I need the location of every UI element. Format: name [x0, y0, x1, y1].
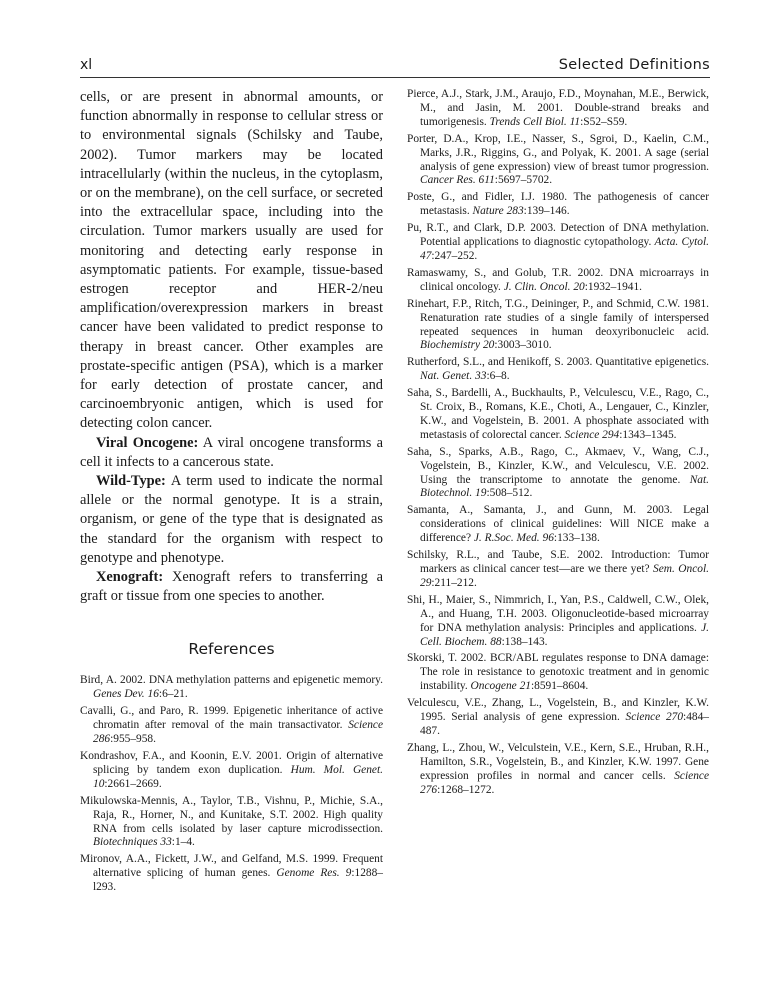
reference-pages: :133–138. [553, 532, 600, 545]
reference-pages: :S52–S59. [580, 115, 628, 128]
reference-text: Cavalli, G., and Paro, R. 1999. Epigenetic inheritance of active chromatin after removal of the main transactivator. [80, 705, 383, 732]
reference-text: Shi, H., Maier, S., Nimmrich, I., Yan, P.S., Caldwell, C.W., Olek, A., and Huang, T.H. 2003. Oligonucleotide-based microarray for DNA methylation analysis: Principles and applications. [407, 593, 709, 634]
reference-volume: 19 [472, 487, 487, 500]
continuation-paragraph: cells, or are present in abnormal amounts, or function abnormally in response to cellular stress or to environmental signals (Schilsky and Taube, 2002). Tumor markers may be located intracellularly (within the nucleus, in the cytoplasm, or on the membrane), on the cell surface, or secreted into the extracellular space, including into the circulation. Tumor markers usually are used for monitoring and detecting early response in asymptomatic patients. For example, tissue-based estrogen receptor and HER-2/neu amplification/overexpression markers in breast cancer have been validated to predict response to therapy in breast cancer. Other examples are prostate-specific antigen (PSA), which is a marker for early detection of prostate cancer, and carcinoembryonic antigen, which is used for detecting colon cancer. [80, 89, 383, 432]
reference-text: Rutherford, S.L., and Henikoff, S. 2003. Quantitative epigenetics. [407, 356, 709, 369]
reference-volume: 611 [475, 174, 495, 187]
reference-journal: Science [674, 769, 709, 782]
reference-pages: :1343–1345. [619, 428, 677, 441]
reference-journal: Science [348, 719, 383, 732]
reference-pages: :211–212. [431, 576, 477, 589]
reference-pages: :484–487. [420, 711, 709, 737]
reference-volume: 47 [420, 249, 432, 262]
reference-volume: 29 [420, 576, 432, 589]
reference-text: Mikulowska-Mennis, A., Taylor, T.B., Vishnu, P., Michie, S.A., Raja, R., Horner, N., and Kunitake, S.T. 2002. High quality RNA from cells isolated by laser capture microdissection. [80, 794, 383, 835]
definition-viral-oncogene [80, 434, 383, 472]
reference-journal: Biochemistry [420, 339, 481, 352]
reference-journal: Biotechniques [93, 836, 158, 849]
reference-pages: :508–512. [486, 487, 533, 500]
reference-pages: :139–146. [523, 205, 570, 218]
reference-text: Velculescu, V.E., Zhang, L., Vogelstein, B., and Kinzler, K.W. 1995. Serial analysis of gene expression. [407, 697, 709, 724]
reference-text: Mironov, A.A., Fickett, J.W., and Gelfand, M.S. 1999. Frequent alternative splicing of human genes. [80, 853, 383, 880]
reference-volume: 283 [503, 205, 524, 218]
reference-text: Pu, R.T., and Clark, D.P. 2003. Detection of DNA methylation. Potential applications to diagnostic cytopathology. [407, 222, 709, 249]
right-column [407, 88, 709, 801]
reference-journal: Genes Dev. [93, 688, 145, 701]
definition-wild-type [80, 472, 383, 568]
reference-volume: 9 [339, 867, 352, 880]
reference-entry [80, 795, 383, 851]
reference-volume: 270 [660, 711, 684, 724]
reference-entry [407, 88, 709, 130]
reference-journal: Cancer Res. [420, 174, 476, 187]
reference-entry [407, 446, 709, 502]
references-heading: References [188, 640, 275, 659]
definition-text: Xenograft refers to transferring a graft or tissue from one species to another. [80, 569, 383, 605]
definition-text: A term used to indicate the normal allele or the normal genotype. It is a strain, organism, or gene of the type that is designated as the standard for the organism with respect to genotype and phenotype. [80, 473, 383, 566]
reference-text: Kondrashov, F.A., and Koonin, E.V. 2001. Origin of alternative splicing by tandem exon duplication. [80, 750, 383, 776]
reference-text: Skorski, T. 2002. BCR/ABL regulates response to DNA damage: The role in resistance to genotoxic treatment and in genomic instability. [407, 652, 709, 693]
reference-journal: Oncogene [470, 680, 517, 693]
reference-text: Pierce, A.J., Stark, J.M., Araujo, F.D., Moynahan, M.E., Berwick, M., and Jasin, M. 2001. Double-strand breaks and tumorigenesis. [407, 88, 709, 128]
reference-volume: 10 [93, 777, 105, 790]
reference-entry [407, 742, 709, 798]
reference-volume: 21 [516, 680, 531, 693]
reference-text: Ramaswamy, S., and Golub, T.R. 2002. DNA microarrays in clinical oncology. [407, 266, 709, 293]
reference-journal: Genome Res. [276, 867, 340, 880]
reference-list-right [407, 88, 709, 798]
reference-volume: 33 [157, 836, 172, 849]
reference-entry [407, 267, 709, 295]
reference-entry [80, 674, 383, 702]
reference-entry [407, 594, 709, 650]
reference-journal: J. Clin. Oncol. [503, 280, 571, 293]
reference-journal: Science [625, 711, 661, 724]
reference-journal: Hum. Mol. Genet. [290, 763, 383, 776]
reference-pages: :1288–l293. [93, 867, 383, 894]
reference-volume: 286 [93, 733, 111, 746]
reference-volume: 33 [472, 370, 487, 383]
reference-pages: :2661–2669. [104, 777, 162, 790]
reference-text: Rinehart, F.P., Ritch, T.G., Deininger, P., and Schmid, C.W. 1981. Renaturation rate studies of a single family of interspersed repeated sequences in human deoxyribonucleic acid. [407, 297, 709, 338]
reference-text: Porter, D.A., Krop, I.E., Nasser, S., Sgroi, D., Kaelin, C.M., Marks, J.R., Riggins, G., and Polyak, K. 2001. A sage (serial analysis of gene expression) view of breast tumor progression. [407, 132, 709, 173]
reference-journal: Acta. Cytol. [654, 236, 709, 249]
reference-list-left [80, 674, 383, 895]
definition-term: Xenograft: [96, 569, 164, 586]
reference-entry [407, 191, 709, 219]
reference-entry [407, 133, 709, 189]
reference-entry [407, 504, 709, 546]
reference-entry [407, 222, 709, 264]
reference-entry [407, 356, 709, 384]
reference-pages: :1268–1272. [437, 783, 495, 796]
reference-entry [407, 697, 709, 739]
reference-journal: J. R.Soc. Med. [473, 532, 540, 545]
reference-pages: :247–252. [431, 249, 478, 262]
reference-text: Saha, S., Sparks, A.B., Rago, C., Akmaev, V., Wang, C.J., Vogelstein, B., Kinzler, K.W., and Velculescu, V.E. 2002. Using the transcriptome to annotate the genome. [407, 445, 709, 486]
reference-text: Bird, A. 2002. DNA methylation patterns and epigenetic memory. [80, 674, 383, 687]
reference-text: Saha, S., Bardelli, A., Buckhaults, P., Velculescu, V.E., Rago, C., St. Croix, B., Romans, K.E., Choti, A., Lengauer, C., Kinzler, K.W., and Vogelstein, B. 2001. A phosphate associated with metastasis of colorectal cancer. [407, 387, 709, 441]
definition-term: Wild-Type: [96, 473, 166, 490]
reference-pages: :6–8. [486, 370, 510, 383]
section-title: Selected Definitions [558, 57, 710, 73]
reference-volume: 294 [599, 428, 620, 441]
reference-journal: J. Cell. Biochem. [420, 621, 709, 648]
reference-entry [407, 549, 709, 591]
reference-pages: :1932–1941. [584, 280, 643, 293]
reference-text: Zhang, L., Zhou, W., Velculstein, V.E., Kern, S.E., Hruban, R.H., Hamilton, S.R., Vogelstein, B., and Kinzler, K.W. 1997. Gene expression profiles in normal and cancer cells. [407, 741, 709, 782]
reference-entry [80, 750, 383, 792]
reference-entry [80, 705, 383, 747]
reference-pages: :5697–5702. [494, 174, 553, 187]
reference-pages: :3003–3010. [494, 339, 552, 352]
reference-entry [407, 387, 709, 443]
reference-journal: Sem. Oncol. [653, 563, 709, 575]
reference-journal: Science [564, 428, 600, 441]
running-head [80, 57, 710, 77]
reference-text: Poste, G., and Fidler, I.J. 1980. The pathogenesis of cancer metastasis. [407, 191, 709, 218]
reference-pages: :138–143. [501, 635, 548, 648]
reference-entry [407, 298, 709, 354]
reference-pages: :6–21. [158, 688, 188, 701]
reference-journal: Nature [472, 205, 504, 218]
reference-volume: 96 [539, 532, 554, 545]
reference-text: Samanta, A., Samanta, J., and Gunn, M. 2003. Legal considerations of clinical guidelines: Will NICE make a difference? [407, 504, 709, 545]
reference-text: Schilsky, R.L., and Taube, S.E. 2002. Introduction: Tumor markers as clinical cancer test—are we there yet? [407, 549, 709, 575]
reference-volume: 11 [566, 115, 581, 128]
reference-volume: 20 [480, 339, 495, 352]
definition-term: Viral Oncogene: [96, 434, 199, 451]
reference-journal: Trends Cell Biol. [489, 115, 567, 128]
reference-pages: :1–4. [171, 836, 195, 849]
reference-journal: Nat. Genet. [420, 370, 473, 383]
reference-journal: Nat. Biotechnol. [420, 473, 709, 500]
header-rule [80, 77, 710, 78]
reference-entry [407, 652, 709, 694]
reference-pages: :8591–8604. [530, 680, 589, 693]
definition-text: A viral oncogene transforms a cell it infects to a cancerous state. [80, 434, 383, 470]
reference-entry [80, 853, 383, 895]
reference-volume: 88 [487, 635, 502, 648]
left-column [80, 88, 383, 898]
reference-volume: 276 [420, 783, 438, 796]
definition-xenograft [80, 568, 383, 606]
page-number: xl [80, 57, 93, 73]
reference-volume: 16 [144, 688, 159, 701]
reference-volume: 20 [570, 280, 585, 293]
reference-pages: :955–958. [110, 733, 156, 746]
